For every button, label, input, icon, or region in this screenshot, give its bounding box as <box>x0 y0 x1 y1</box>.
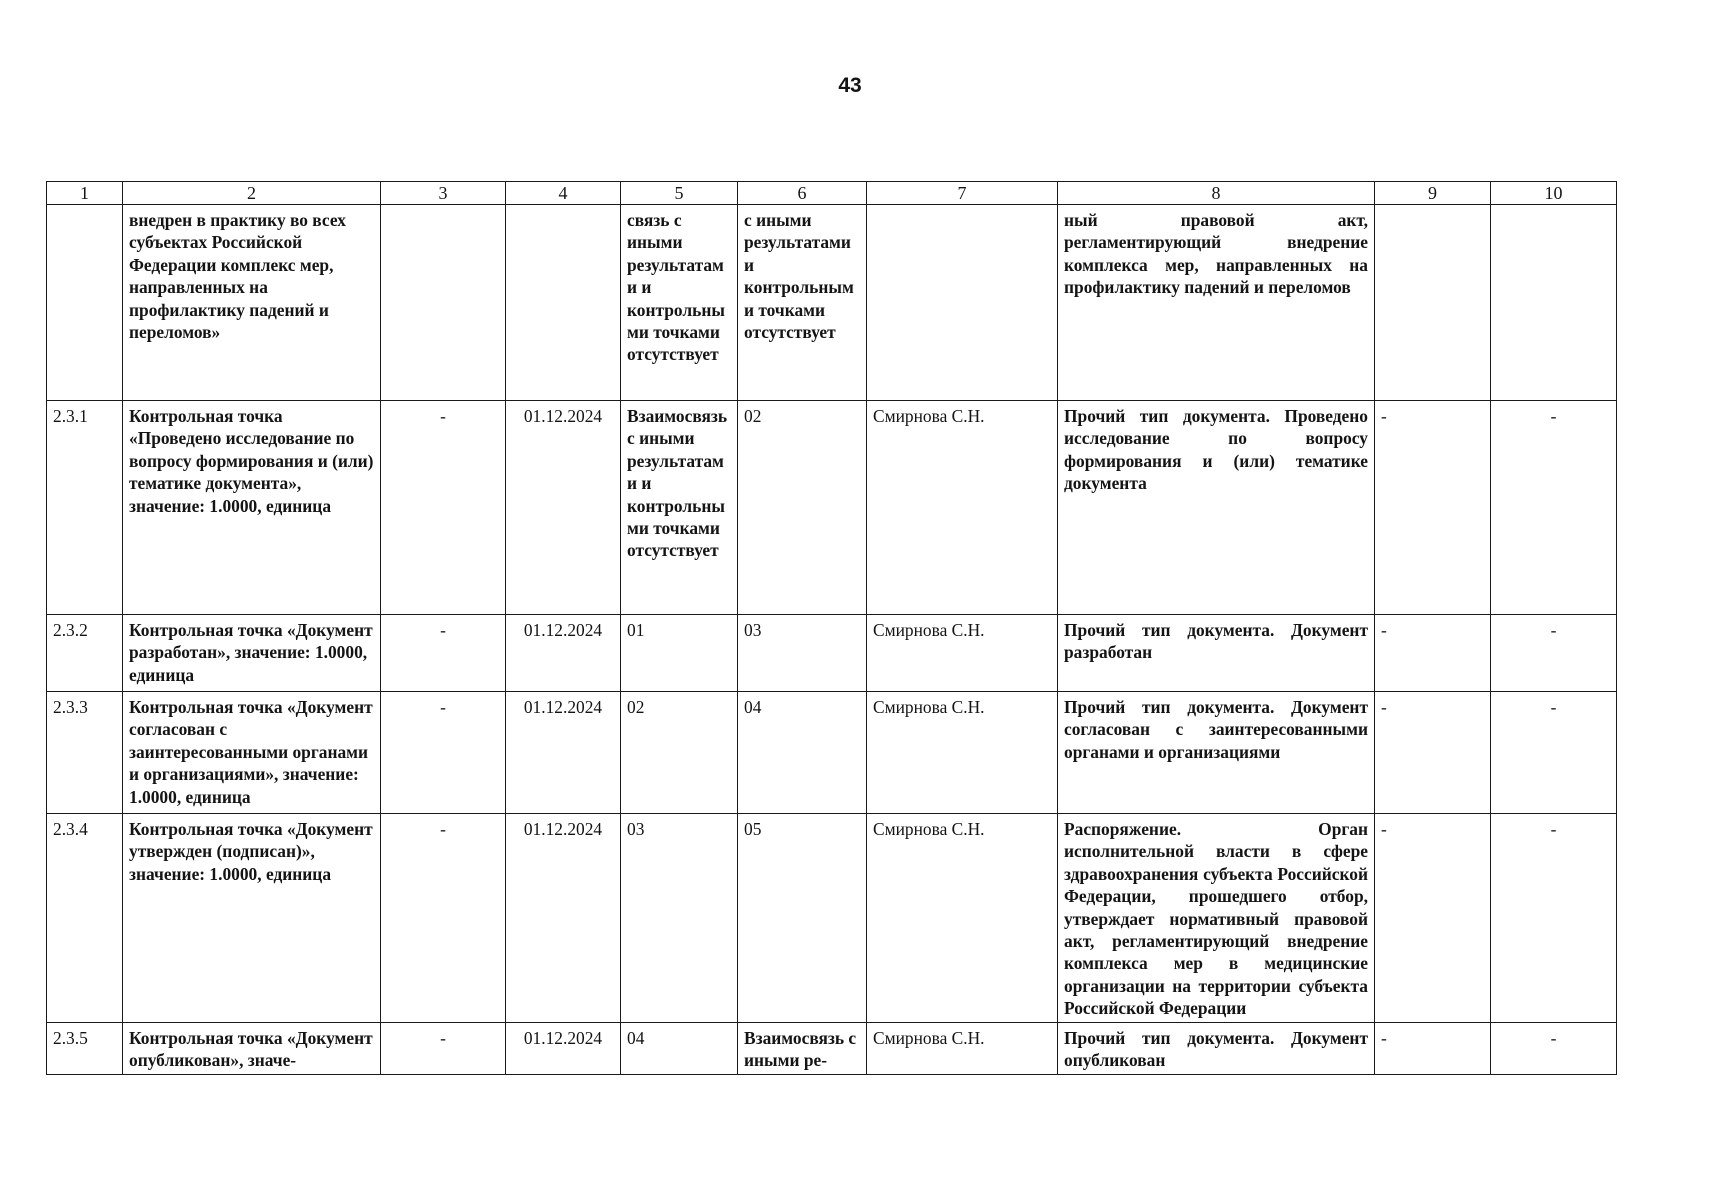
column-header: 9 <box>1375 182 1491 205</box>
row-predecessor: 03 <box>621 814 738 1023</box>
row-predecessor: 01 <box>621 615 738 692</box>
row-name: Контрольная точка «Документ согласован с заинтересованными органами и организациями», значение: 1.0000, единица <box>123 692 381 814</box>
column-header: 2 <box>123 182 381 205</box>
row-predecessor: Взаимосвязь с иными результатами и контрольными точками отсутствует <box>621 401 738 615</box>
row-successor: 05 <box>738 814 867 1023</box>
row-document: Прочий тип документа. Документ опубликован <box>1058 1022 1375 1074</box>
row-col10: - <box>1491 401 1617 615</box>
page-number: 43 <box>838 74 862 97</box>
row-date: 01.12.2024 <box>506 814 621 1023</box>
row-successor: Взаимосвязь с иными ре- <box>738 1022 867 1074</box>
table-row <box>47 814 1617 1023</box>
row-number <box>47 205 123 401</box>
row-predecessor: 04 <box>621 1022 738 1074</box>
column-header: 1 <box>47 182 123 205</box>
column-header: 7 <box>867 182 1058 205</box>
row-type: - <box>381 814 506 1023</box>
row-document: ный правовой акт, регламентирующий внедрение комплекса мер, направленных на профилактику падений и переломов <box>1058 205 1375 401</box>
row-successor: 03 <box>738 615 867 692</box>
row-type: - <box>381 692 506 814</box>
row-col10: - <box>1491 1022 1617 1074</box>
row-name: внедрен в практику во всех субъектах Российской Федерации комплекс мер, направленных на профилактику падений и переломов» <box>123 205 381 401</box>
row-document: Прочий тип документа. Проведено исследование по вопросу формирования и (или) тематике документа <box>1058 401 1375 615</box>
column-header: 10 <box>1491 182 1617 205</box>
row-col10: - <box>1491 814 1617 1023</box>
row-col9 <box>1375 205 1491 401</box>
row-name: Контрольная точка «Документ опубликован», значе- <box>123 1022 381 1074</box>
row-type: - <box>381 615 506 692</box>
column-header: 6 <box>738 182 867 205</box>
row-type: - <box>381 1022 506 1074</box>
row-col9: - <box>1375 1022 1491 1074</box>
plan-table <box>46 181 1617 1075</box>
column-header: 8 <box>1058 182 1375 205</box>
row-date: 01.12.2024 <box>506 692 621 814</box>
row-successor: с иными результатами и контрольными точками отсутствует <box>738 205 867 401</box>
row-col10 <box>1491 205 1617 401</box>
row-number: 2.3.5 <box>47 1022 123 1074</box>
row-number: 2.3.4 <box>47 814 123 1023</box>
row-col9: - <box>1375 401 1491 615</box>
column-header: 3 <box>381 182 506 205</box>
row-responsible: Смирнова С.Н. <box>867 401 1058 615</box>
row-number: 2.3.1 <box>47 401 123 615</box>
row-document: Прочий тип документа. Документ согласован с заинтересованными органами и организациями <box>1058 692 1375 814</box>
row-responsible: Смирнова С.Н. <box>867 1022 1058 1074</box>
row-name: Контрольная точка «Проведено исследование по вопросу формирования и (или) тематике документа», значение: 1.0000, единица <box>123 401 381 615</box>
row-predecessor: связь с иными результатами и контрольными точками отсутствует <box>621 205 738 401</box>
row-col9: - <box>1375 814 1491 1023</box>
column-header: 5 <box>621 182 738 205</box>
row-col10: - <box>1491 615 1617 692</box>
row-date: 01.12.2024 <box>506 1022 621 1074</box>
row-document: Прочий тип документа. Документ разработан <box>1058 615 1375 692</box>
row-successor: 02 <box>738 401 867 615</box>
row-date: 01.12.2024 <box>506 401 621 615</box>
row-successor: 04 <box>738 692 867 814</box>
table-row <box>47 1022 1617 1074</box>
row-responsible: Смирнова С.Н. <box>867 615 1058 692</box>
row-col9: - <box>1375 692 1491 814</box>
row-number: 2.3.2 <box>47 615 123 692</box>
row-predecessor: 02 <box>621 692 738 814</box>
row-type: - <box>381 401 506 615</box>
row-number: 2.3.3 <box>47 692 123 814</box>
table-row <box>47 615 1617 692</box>
row-col9: - <box>1375 615 1491 692</box>
column-header: 4 <box>506 182 621 205</box>
column-number-row <box>47 182 1617 205</box>
row-responsible: Смирнова С.Н. <box>867 814 1058 1023</box>
row-col10: - <box>1491 692 1617 814</box>
row-responsible <box>867 205 1058 401</box>
row-date <box>506 205 621 401</box>
table-row <box>47 401 1617 615</box>
row-name: Контрольная точка «Документ разработан», значение: 1.0000, единица <box>123 615 381 692</box>
row-name: Контрольная точка «Документ утвержден (подписан)», значение: 1.0000, единица <box>123 814 381 1023</box>
row-responsible: Смирнова С.Н. <box>867 692 1058 814</box>
row-document: Распоряжение. Орган исполнительной власти в сфере здравоохранения субъекта Российской Федерации, прошедшего отбор, утверждает нормативный правовой акт, регламентирующий внедрение комплекса мер в медицинские организации на территории субъекта Российской Федерации <box>1058 814 1375 1023</box>
table-row <box>47 692 1617 814</box>
row-date: 01.12.2024 <box>506 615 621 692</box>
table-row <box>47 205 1617 401</box>
row-type <box>381 205 506 401</box>
